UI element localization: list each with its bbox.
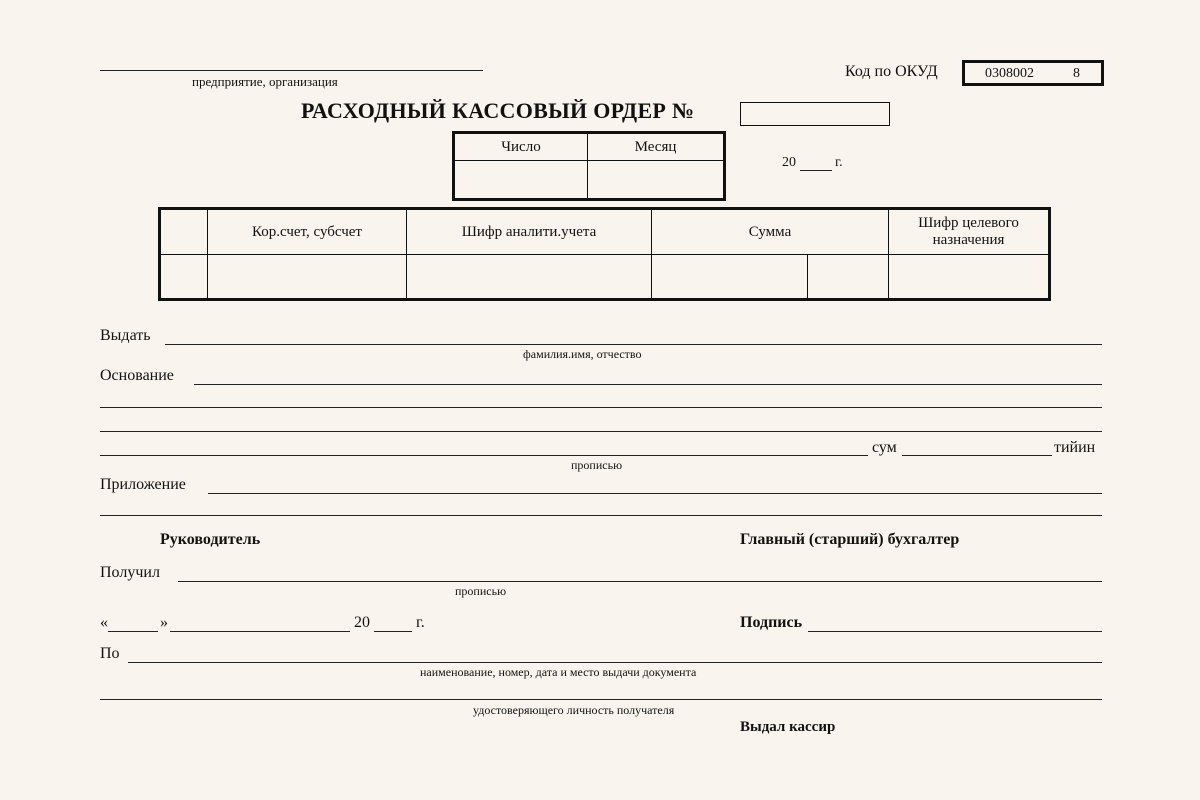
received-field[interactable] [178,581,1102,582]
issue-field[interactable] [165,344,1102,345]
quote-open: « [100,614,108,631]
analytics-header: Шифр аналити.учета [407,209,652,255]
by-label: По [100,645,120,662]
day-header: Число [454,133,588,161]
okud-code-box [962,60,1104,86]
sum-label: сум [872,439,897,456]
received-label: Получил [100,564,160,581]
cashier-label: Выдал кассир [740,719,836,735]
day-cell[interactable] [454,161,588,200]
purpose-header-line-1: Шифр целевого [918,215,1019,231]
okud-label: Код по ОКУД [845,63,938,80]
okud-code: 0308002 [985,66,1034,81]
received-month-field[interactable] [170,631,350,632]
purpose-header-line-2: назначения [932,232,1005,248]
analytics-cell[interactable] [407,255,652,300]
sum-fraction-cell[interactable] [808,255,889,300]
tiyin-label: тийин [1054,439,1096,456]
signature-label: Подпись [740,614,803,631]
date-table [452,131,726,201]
received-day-field[interactable] [108,631,158,632]
organization-field[interactable] [100,70,483,71]
account-cell[interactable] [208,255,407,300]
attachment-field[interactable] [208,493,1102,494]
blank-cell[interactable] [160,255,208,300]
purpose-cell[interactable] [889,255,1050,300]
month-header: Месяц [588,133,725,161]
sum-header: Сумма [652,209,889,255]
received-year-prefix: 20 [354,614,370,631]
date-year-suffix: г. [835,155,843,170]
received-year-suffix: г. [416,614,425,631]
issue-label: Выдать [100,327,151,344]
manager-label: Руководитель [160,531,261,548]
chief-accountant-label: Главный (старший) бухгалтер [740,531,960,548]
identity-caption: удостоверяющего личность получателя [473,703,675,717]
basis-field-line-3[interactable] [100,431,1102,432]
issue-caption: фамилия.имя, отчество [523,347,642,361]
sum-main-cell[interactable] [652,255,808,300]
accounts-blank-header [160,209,208,255]
accounts-table [158,207,1051,301]
order-number-field[interactable] [740,102,890,126]
document-caption: наименование, номер, дата и место выдачи документа [420,665,697,679]
amount-caption: прописью [571,458,623,472]
organization-caption: предприятие, организация [192,74,338,89]
tiyin-field[interactable] [902,455,1052,456]
document-field-line-2[interactable] [100,699,1102,700]
date-year-prefix: 20 [782,155,796,170]
amount-words-field[interactable] [100,455,868,456]
month-cell[interactable] [588,161,725,200]
document-field[interactable] [128,662,1102,663]
attachment-field-line-2[interactable] [100,515,1102,516]
attachment-label: Приложение [100,476,186,493]
document-title: РАСХОДНЫЙ КАССОВЫЙ ОРДЕР № [301,98,695,123]
received-year-field[interactable] [374,631,412,632]
okud-check-digit: 8 [1073,66,1080,81]
date-year-field[interactable] [800,170,832,171]
basis-label: Основание [100,367,174,384]
signature-field[interactable] [808,631,1102,632]
basis-field-line-2[interactable] [100,407,1102,408]
basis-field[interactable] [194,384,1102,385]
quote-close: » [160,614,168,631]
purpose-header [889,209,1050,255]
account-header: Кор.счет, субсчет [208,209,407,255]
received-caption: прописью [455,584,507,598]
